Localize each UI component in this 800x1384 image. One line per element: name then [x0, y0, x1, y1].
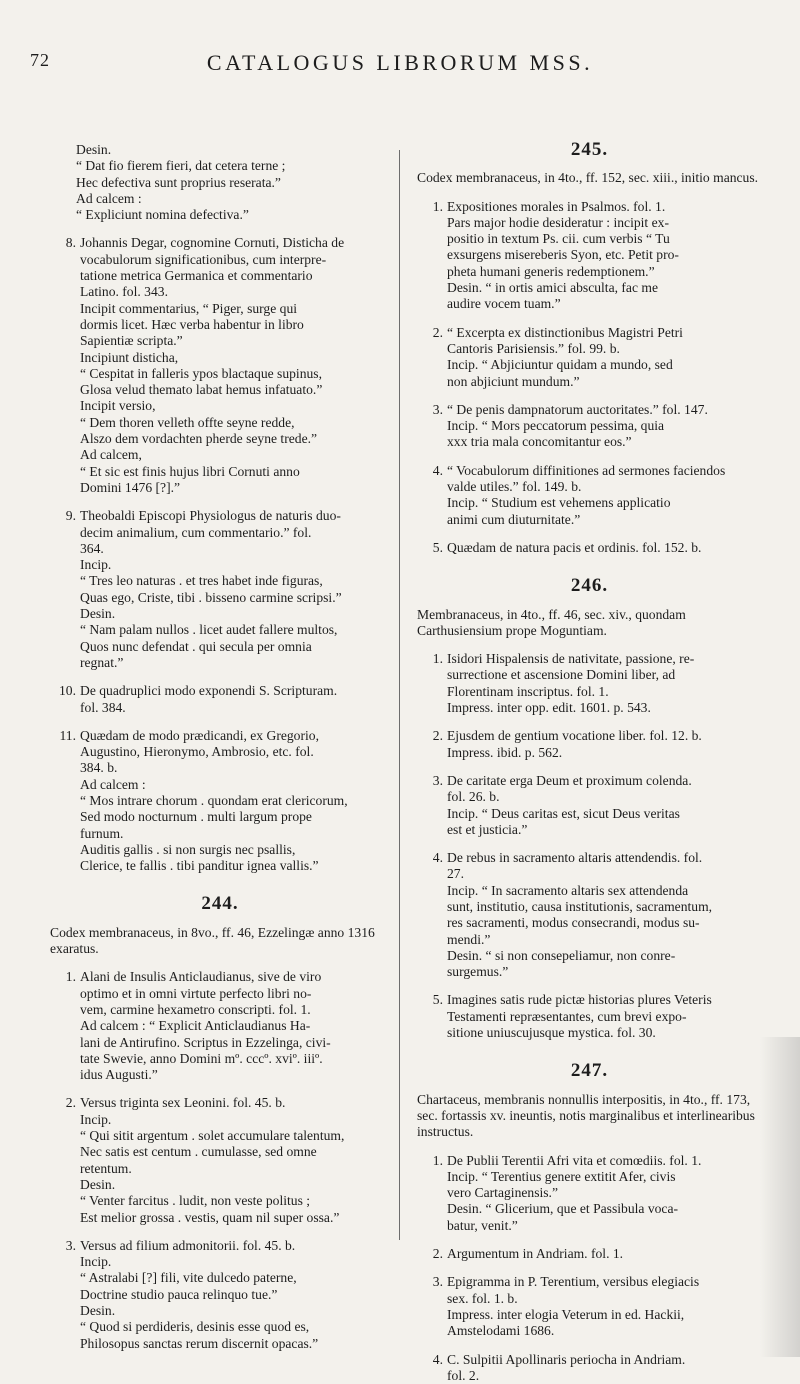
entry-number: 8.: [65, 235, 76, 251]
catalogue-entry: [50, 1095, 390, 1225]
entry-line: Desin.: [80, 606, 116, 622]
entry-line: Doctrine studio pauca relinquo tue.”: [80, 1286, 278, 1302]
entry-line: Incip. “ Abjiciuntur quidam a mundo, sed: [447, 357, 673, 373]
entry-line: tate Swevie, anno Domini mº. cccº. xviº. iiiº.: [80, 1050, 323, 1066]
entry-line: lani de Antirufino. Scriptus in Ezzelinga, civi-: [80, 1034, 331, 1050]
entry-line: xxx tria mala concomitantur eos.”: [447, 434, 632, 450]
entry-line: De rebus in sacramento altaris attendendis. fol.: [447, 850, 703, 866]
page-header: [0, 50, 800, 80]
catalogue-entry: [417, 1246, 762, 1262]
entry-number: 1.: [65, 969, 76, 985]
entry-line: De quadruplici modo exponendi S. Scripturam.: [80, 683, 338, 699]
entry-number: 3.: [432, 401, 443, 417]
section-heading: 244.: [201, 893, 239, 915]
entry-line: Nec satis est centum . cumulasse, sed omne: [80, 1144, 317, 1160]
entry-line: surrectione et ascensione Domini liber, ad: [447, 667, 676, 683]
entry-line: fol. 26. b.: [447, 789, 500, 805]
entry-line: positio in textum Ps. cii. cum verbis “ Tu: [447, 231, 670, 247]
entry-line: “ Dem thoren velleth offte seyne redde,: [80, 414, 295, 430]
intro-line: “ Dat fio fierem fieri, dat cetera terne ;: [76, 158, 286, 174]
entry-line: pheta humani generis redemptionem.”: [447, 263, 655, 279]
catalogue-entry: [417, 728, 762, 761]
entry-line: Epigramma in P. Terentium, versibus elegiacis: [447, 1274, 700, 1290]
column-divider: [399, 150, 400, 1240]
entry-line: Ad calcem : “ Explicit Anticlaudianus Ha-: [80, 1018, 311, 1034]
entry-line: Incip. “ In sacramento altaris sex attendenda: [447, 882, 689, 898]
section-description: Codex membranaceus, in 8vo., ff. 46, Ezzelingæ anno 1316 exaratus.: [50, 924, 375, 957]
entry-line: Impress. ibid. p. 562.: [447, 744, 563, 760]
running-title: CATALOGUS LIBRORUM MSS.: [206, 50, 594, 75]
entry-line: “ Excerpta ex distinctionibus Magistri Petri: [447, 324, 683, 340]
entry-line: “ De penis dampnatorum auctoritates.” fol. 147.: [447, 401, 708, 417]
catalogue-entry: [417, 199, 762, 313]
entry-number: 4.: [432, 462, 443, 478]
entry-line: Incipit versio,: [80, 398, 156, 414]
entry-line: Incip.: [80, 1254, 112, 1270]
left-column: [50, 142, 390, 1352]
entry-line: Incipit commentarius, “ Piger, surge qui: [80, 300, 298, 316]
entry-line: Cantoris Parisiensis.” fol. 99. b.: [447, 340, 620, 356]
entry-line: Testamenti repræsentantes, cum brevi expo-: [447, 1008, 687, 1024]
entry-line: Alani de Insulis Anticlaudianus, sive de viro: [80, 969, 322, 985]
entry-line: 384. b.: [80, 760, 118, 776]
entry-line: Clerice, te fallis . tibi panditur ignea vallis.”: [80, 858, 319, 874]
entry-line: tatione metrica Germanica et commentario: [80, 268, 313, 284]
catalogue-entry: [417, 850, 762, 980]
entry-line: Pars major hodie desideratur : incipit ex-: [447, 214, 669, 230]
entry-line: “ Astralabi [?] fili, vite dulcedo paterne,: [80, 1270, 297, 1286]
entry-line: Incip. “ Mors peccatorum pessima, quia: [447, 418, 665, 434]
entry-number: 1.: [432, 1152, 443, 1168]
catalogue-entry: [50, 508, 390, 671]
entry-line: Theobaldi Episcopi Physiologus de naturis duo-: [80, 508, 341, 524]
intro-line: Hec defectiva sunt proprius reserata.”: [76, 174, 281, 190]
section-description: Codex membranaceus, in 4to., ff. 152, sec. xiii., initio mancus.: [417, 170, 759, 186]
entry-number: 5.: [432, 992, 443, 1008]
entry-line: Desin.: [80, 1303, 116, 1318]
intro-line: Ad calcem :: [76, 190, 142, 206]
entry-line: “ Venter farcitus . ludit, non veste politus ;: [80, 1193, 311, 1209]
entry-line: Sapientiæ scripta.”: [80, 333, 183, 349]
catalogue-entry: [417, 773, 762, 838]
entry-line: Isidori Hispalensis de nativitate, passione, re-: [447, 651, 695, 667]
section-description: Membranaceus, in 4to., ff. 46, sec. xiv., quondam Carthusiensium prope Moguntiam.: [417, 606, 686, 638]
intro-line: “ Expliciunt nomina defectiva.”: [76, 207, 249, 223]
entry-line: Impress. inter opp. edit. 1601. p. 543.: [447, 700, 651, 716]
entry-line: mendi.”: [447, 931, 491, 947]
entry-line: optimo et in omni virtute perfecto libri no-: [80, 985, 312, 1001]
entry-line: 27.: [447, 866, 464, 882]
entry-line: exsurgens misereberis Syon, etc. Petit pro-: [447, 247, 679, 263]
entry-line: non abjiciunt mundum.”: [447, 373, 580, 389]
page-edge-shadow: [760, 1037, 800, 1357]
entry-line: fol. 2.: [447, 1367, 480, 1383]
catalogue-entry: [50, 235, 390, 496]
entry-number: 2.: [432, 1246, 443, 1262]
entry-line: sunt, institutio, causa institutionis, sacramentum,: [447, 898, 713, 914]
catalogue-entry: [417, 1153, 762, 1234]
entry-line: vocabulorum significationibus, cum interpre-: [80, 251, 327, 267]
catalogue-entry: [417, 1352, 762, 1384]
entry-line: 364.: [80, 540, 104, 556]
entry-line: audire vocem tuam.”: [447, 296, 561, 312]
entry-line: Argumentum in Andriam. fol. 1.: [447, 1246, 624, 1262]
entry-line: “ Et sic est finis hujus libri Cornuti anno: [80, 463, 300, 479]
catalogue-entry: [417, 992, 762, 1041]
entry-number: 2.: [65, 1095, 76, 1111]
entry-line: Quædam de modo prædicandi, ex Gregorio,: [80, 727, 319, 743]
catalogue-entry: [50, 728, 390, 875]
entry-line: Philosopus sanctas rerum discernit opacas.”: [80, 1335, 319, 1351]
entry-number: 2.: [432, 324, 443, 340]
page-number: 72: [30, 50, 50, 70]
entry-line: Incip.: [80, 1111, 112, 1127]
entry-line: Amstelodami 1686.: [447, 1323, 555, 1339]
entry-line: Sed modo nocturnum . multi largum prope: [80, 809, 312, 825]
entry-line: Desin. “ in ortis amici absculta, fac me: [447, 280, 659, 296]
entry-line: fol. 384.: [80, 699, 126, 715]
entry-line: Versus triginta sex Leonini. fol. 45. b.: [80, 1095, 286, 1111]
entry-line: Augustino, Hieronymo, Ambrosio, etc. fol.: [80, 744, 314, 760]
entry-line: surgemus.”: [447, 964, 509, 980]
entry-line: animi cum diuturnitate.”: [447, 511, 581, 527]
entry-number: 9.: [65, 508, 76, 524]
entry-line: retentum.: [80, 1160, 132, 1176]
section-description: Chartaceus, membranis nonnullis interpositis, in 4to., ff. 173, sec. fortassis xv. ineuntis, notis marginalibus et interlinearibus instructus.: [417, 1091, 755, 1140]
entry-number: 3.: [432, 772, 443, 788]
entry-line: Latino. fol. 343.: [80, 284, 168, 300]
catalogue-entry: [417, 651, 762, 716]
entry-line: Desin. “ si non consepeliamur, non conre-: [447, 947, 676, 963]
catalogue-entry: [417, 463, 762, 528]
right-column: [417, 139, 762, 1384]
entry-line: “ Vocabulorum diffinitiones ad sermones faciendos: [447, 462, 726, 478]
entry-line: Quas ego, Criste, tibi . bisseno carmine scripsi.”: [80, 589, 342, 605]
entry-number: 1.: [432, 198, 443, 214]
entry-number: 3.: [432, 1274, 443, 1290]
catalogue-entry: [417, 1274, 762, 1339]
entry-line: De caritate erga Deum et proximum colenda.: [447, 772, 692, 788]
entry-line: batur, venit.”: [447, 1217, 518, 1233]
entry-line: “ Quod si perdideris, desinis esse quod es,: [80, 1319, 310, 1335]
entry-line: Quædam de natura pacis et ordinis. fol. 152. b.: [447, 539, 702, 555]
entry-line: C. Sulpitii Apollinaris periocha in Andriam.: [447, 1351, 686, 1367]
entry-line: Johannis Degar, cognomine Cornuti, Disticha de: [80, 235, 345, 251]
entry-line: Ejusdem de gentium vocatione liber. fol. 12. b.: [447, 728, 702, 744]
entry-line: Florentinam inscriptus. fol. 1.: [447, 683, 609, 699]
entry-line: “ Mos intrare chorum . quondam erat clericorum,: [80, 792, 348, 808]
entry-line: Alszo dem vordachten pherde seyne trede.”: [80, 431, 318, 447]
entry-line: Incip. “ Deus caritas est, sicut Deus veritas: [447, 805, 680, 821]
catalogue-entry: [417, 540, 762, 556]
entry-line: est et justicia.”: [447, 821, 528, 837]
entry-number: 4.: [432, 850, 443, 866]
entry-line: Expositiones morales in Psalmos. fol. 1.: [447, 198, 666, 214]
entry-line: Desin.: [80, 1176, 116, 1192]
section-heading: 246.: [570, 575, 609, 597]
entry-number: 4.: [432, 1351, 443, 1367]
entry-line: Incip. “ Terentius genere extitit Afer, civis: [447, 1168, 676, 1184]
entry-line: res sacramenti, modus consecrandi, modus su-: [447, 915, 700, 931]
entry-line: idus Augusti.”: [80, 1067, 158, 1083]
entry-line: Quos nunc defendat . qui secula per omnia: [80, 638, 312, 654]
entry-line: Ad calcem,: [80, 447, 142, 463]
entry-line: “ Cespitat in falleris ypos blactaque supinus,: [80, 365, 322, 381]
catalogue-entry: [50, 1238, 390, 1352]
entry-line: Incip.: [80, 557, 112, 573]
entry-line: Imagines satis rude pictæ historias plures Veteris: [447, 992, 712, 1008]
entry-line: Incipiunt disticha,: [80, 349, 179, 365]
entry-line: furnum.: [80, 825, 124, 841]
entry-line: sitione uniuscujusque mystica. fol. 30.: [447, 1025, 656, 1041]
entry-number: 3.: [65, 1237, 76, 1253]
intro-block: [50, 142, 390, 223]
entry-line: Impress. inter elogia Veterum in ed. Hackii,: [447, 1306, 685, 1322]
entry-line: De Publii Terentii Afri vita et comœdiis. fol. 1.: [447, 1152, 702, 1168]
entry-line: vero Cartaginensis.”: [447, 1185, 558, 1201]
catalogue-entry: [417, 325, 762, 390]
entry-line: Auditis gallis . si non surgis nec psallis,: [80, 841, 296, 857]
entry-line: “ Qui sitit argentum . solet accumulare talentum,: [80, 1128, 345, 1144]
entry-number: 10.: [59, 683, 76, 699]
entry-line: decim animalium, cum commentario.” fol.: [80, 524, 312, 540]
catalogue-entry: [50, 969, 390, 1083]
entry-line: Ad calcem :: [80, 776, 146, 792]
section-heading: 247.: [570, 1060, 609, 1082]
entry-line: Domini 1476 [?].”: [80, 479, 181, 495]
catalogue-entry: [417, 402, 762, 451]
catalogue-entry: [50, 683, 390, 716]
entry-number: 1.: [432, 651, 443, 667]
entry-number: 2.: [432, 728, 443, 744]
entry-number: 5.: [432, 539, 443, 555]
entry-line: sex. fol. 1. b.: [447, 1290, 518, 1306]
entry-line: Versus ad filium admonitorii. fol. 45. b.: [80, 1237, 296, 1253]
entry-line: dormis licet. Hæc verba habentur in libro: [80, 316, 304, 332]
entry-line: “ Tres leo naturas . et tres habet inde figuras,: [80, 573, 323, 589]
entry-number: 11.: [59, 727, 76, 743]
entry-line: regnat.”: [80, 654, 124, 670]
entry-line: Glosa velud themato labat hemus infatuato.”: [80, 382, 323, 398]
section-heading: 245.: [570, 139, 609, 160]
entry-line: vem, carmine hexametro conscripti. fol. 1.: [80, 1001, 311, 1017]
entry-line: Est melior grossa . vestis, quam nil super ossa.”: [80, 1209, 340, 1225]
entry-line: valde utiles.” fol. 149. b.: [447, 479, 582, 495]
intro-line: Desin.: [76, 142, 112, 157]
entry-line: “ Nam palam nullos . licet audet fallere multos,: [80, 622, 338, 638]
entry-line: Incip. “ Studium est vehemens applicatio: [447, 495, 671, 511]
entry-line: Desin. “ Glicerium, que et Passibula voca-: [447, 1201, 679, 1217]
